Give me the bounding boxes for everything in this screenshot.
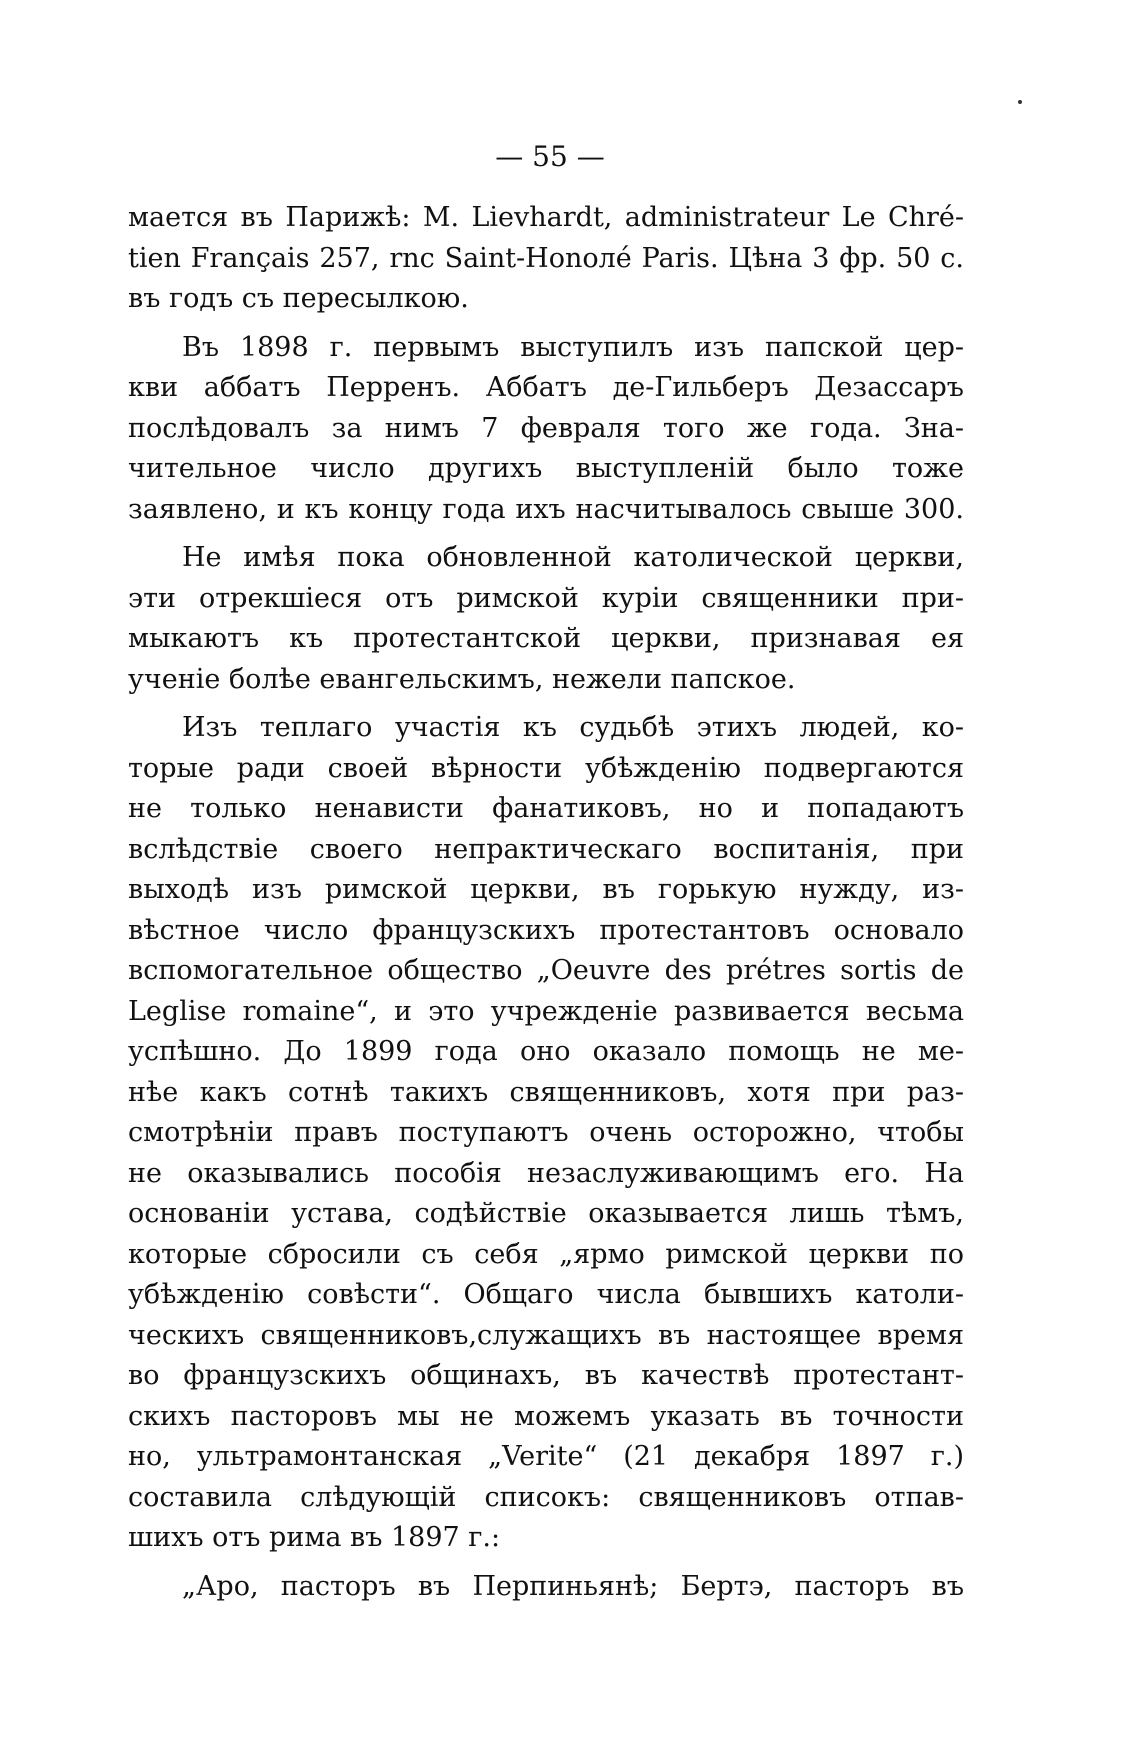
text-line: торые ради своей вѣрности убѣжденiю подвергаются	[128, 752, 964, 784]
paragraph-2	[128, 328, 964, 531]
text-line: успѣшно. До 1899 года оно оказало помощь не ме-	[128, 1036, 964, 1067]
body-text	[128, 198, 964, 1607]
text-line: ученiе болѣе евангельскимъ, нежели папское.	[128, 663, 796, 695]
text-line: скихъ пасторовъ мы не можемъ указать въ точности	[128, 1400, 964, 1432]
text-line: вспомогательное общество „Oeuvre des prétres sortis de	[128, 955, 964, 986]
text-line: Въ 1898 г. первымъ выступилъ изъ папской цер-	[182, 331, 964, 363]
print-speck	[1018, 100, 1022, 104]
text-line: заявлено, и къ концу года ихъ насчитывалось свыше 300.	[128, 493, 964, 525]
text-line: вѣстное число французскихъ протестантовъ основало	[128, 914, 964, 946]
text-line: не только ненависти фанатиковъ, но и попадаютъ	[128, 793, 964, 824]
text-line: выходѣ изъ римской церкви, въ горькую нужду, из-	[128, 874, 964, 905]
text-line: чительное число другихъ выступленiй было тоже	[128, 453, 964, 484]
text-line: tien Français 257, rnc Saint-Honoлé Paris. Цѣна 3 фр. 50 с.	[128, 242, 964, 274]
paragraph-1	[128, 198, 964, 320]
text-line: „Аро, пасторъ въ Перпиньянѣ; Бертэ, пасторъ въ	[182, 1570, 964, 1602]
text-line: во французскихъ общинахъ, въ качествѣ протестант-	[128, 1360, 964, 1391]
text-line: смотрѣнiи правъ поступаютъ очень осторожно, чтобы	[128, 1117, 964, 1148]
text-line: въ годъ съ пересылкою.	[128, 283, 469, 314]
text-line: мается въ Парижѣ: M. Lievhardt, administrateur Le Chré-	[128, 202, 964, 233]
text-line: кви аббатъ Перренъ. Аббатъ де-Гильберъ Дезассаръ	[128, 372, 964, 403]
text-line: нѣе какъ сотнѣ такихъ священниковъ, хотя при раз-	[128, 1076, 964, 1108]
text-line: не оказывались пособiя незаслуживающимъ его. На	[128, 1157, 964, 1189]
paragraph-4	[128, 708, 964, 1559]
text-line: послѣдовалъ за нимъ 7 февраля того же года. Зна-	[128, 412, 964, 444]
text-line: составила слѣдующiй списокъ: священниковъ отпав-	[128, 1481, 964, 1513]
paragraph-5	[128, 1567, 964, 1608]
text-line: ческихъ священниковъ,служащихъ въ настоящее время	[128, 1319, 964, 1351]
text-line: эти отрекшiеся отъ римской курiи священники при-	[128, 582, 964, 614]
text-line: основанiи устава, содѣйствiе оказывается лишь тѣмъ,	[128, 1198, 964, 1229]
text-line: Изъ теплаго участiя къ судьбѣ этихъ людей, ко-	[182, 712, 964, 743]
text-line: вслѣдствiе своего непрактическаго воспитанiя, при	[128, 833, 964, 865]
text-line: которые сбросили съ себя „ярмо римской церкви по	[128, 1238, 964, 1270]
text-line: мыкаютъ къ протестантской церкви, признавая ея	[128, 623, 964, 654]
text-line: шихъ отъ рима въ 1897 г.:	[128, 1522, 501, 1553]
page-number: — 55 —	[495, 140, 605, 173]
text-line: Не имѣя пока обновленной католической церкви,	[182, 542, 964, 573]
text-line: Leglise romaine“, и это учрежденiе развивается весьма	[128, 995, 964, 1027]
text-line: но, ультрамонтанская „Verite“ (21 декабря 1897 г.)	[128, 1441, 964, 1472]
text-line: убѣжденiю совѣсти“. Общаго числа бывшихъ католи-	[128, 1279, 964, 1310]
paragraph-3	[128, 538, 964, 700]
